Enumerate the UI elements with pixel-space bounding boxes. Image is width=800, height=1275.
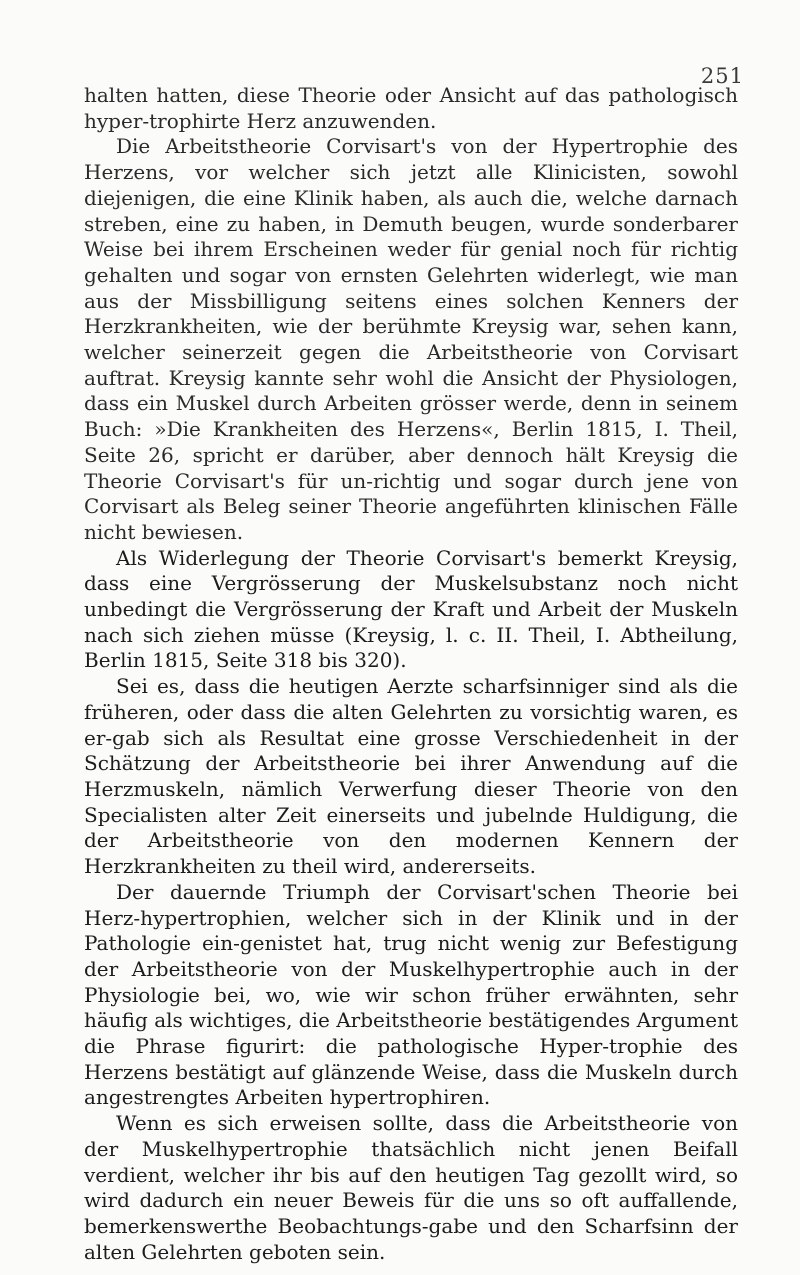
paragraph-1: halten hatten, diese Theorie oder Ansicht auf das pathologisch hyper-trophirte Herz anzuwenden. <box>84 83 738 133</box>
paragraph-6: Wenn es sich erweisen sollte, dass die Arbeitstheorie von der Muskelhypertrophie thatsächlich nicht jenen Beifall verdient, welcher ihr bis auf den heutigen Tag gezollt wird, so wird dadurch ein neuer Beweis für die uns so oft auffallende, bemerkenswerthe Beobachtungs-gabe und den Scharfsinn der alten Gelehrten geboten sein. <box>84 1111 738 1264</box>
page-number: 251 <box>700 64 744 88</box>
paragraph-5: Der dauernde Triumph der Corvisart'schen Theorie bei Herz-hypertrophien, welcher sich in der Klinik und in der Pathologie ein-genistet hat, trug nicht wenig zur Befestigung der Arbeitstheorie von der Muskelhypertrophie auch in der Physiologie bei, wo, wie wir schon früher erwähnten, sehr häufig als wichtiges, die Arbeitstheorie bestätigendes Argument die Phrase figurirt: die pathologische Hyper-trophie des Herzens bestätigt auf glänzende Weise, dass die Muskeln durch angestrengtes Arbeiten hypertrophiren. <box>84 879 738 1110</box>
paragraph-4: Sei es, dass die heutigen Aerzte scharfsinniger sind als die früheren, oder dass die alten Gelehrten zu vorsichtig waren, es er-gab sich als Resultat eine grosse Verschiedenheit in der Schätzung der Arbeitstheorie bei ihrer Anwendung auf die Herzmuskeln, nämlich Verwerfung dieser Theorie von den Specialisten alter Zeit einerseits und jubelnde Huldigung, die der Arbeitstheorie von den modernen Kennern der Herzkrankheiten zu theil wird, andererseits. <box>84 674 738 879</box>
body-text <box>84 83 738 1265</box>
paragraph-3: Als Widerlegung der Theorie Corvisart's bemerkt Kreysig, dass eine Vergrösserung der Muskelsubstanz noch nicht unbedingt die Vergrösserung der Kraft und Arbeit der Muskeln nach sich ziehen müsse (Kreysig, l. c. II. Theil, I. Abtheilung, Berlin 1815, Seite 318 bis 320). <box>84 545 738 673</box>
paragraph-2: Die Arbeitstheorie Corvisart's von der Hypertrophie des Herzens, vor welcher sich jetzt alle Klinicisten, sowohl diejenigen, die eine Klinik haben, als auch die, welche darnach streben, eine zu haben, in Demuth beugen, wurde sonderbarer Weise bei ihrem Erscheinen weder für genial noch für richtig gehalten und sogar von ernsten Gelehrten widerlegt, wie man aus der Missbilligung seitens eines solchen Kenners der Herzkrankheiten, wie der berühmte Kreysig war, sehen kann, welcher seinerzeit gegen die Arbeitstheorie von Corvisart auftrat. Kreysig kannte sehr wohl die Ansicht der Physiologen, dass ein Muskel durch Arbeiten grösser werde, denn in seinem Buch: »Die Krankheiten des Herzens«, Berlin 1815, I. Theil, Seite 26, spricht er darüber, aber dennoch hält Kreysig die Theorie Corvisart's für un-richtig und sogar durch jene von Corvisart als Beleg seiner Theorie angeführten klinischen Fälle nicht bewiesen. <box>84 134 738 544</box>
